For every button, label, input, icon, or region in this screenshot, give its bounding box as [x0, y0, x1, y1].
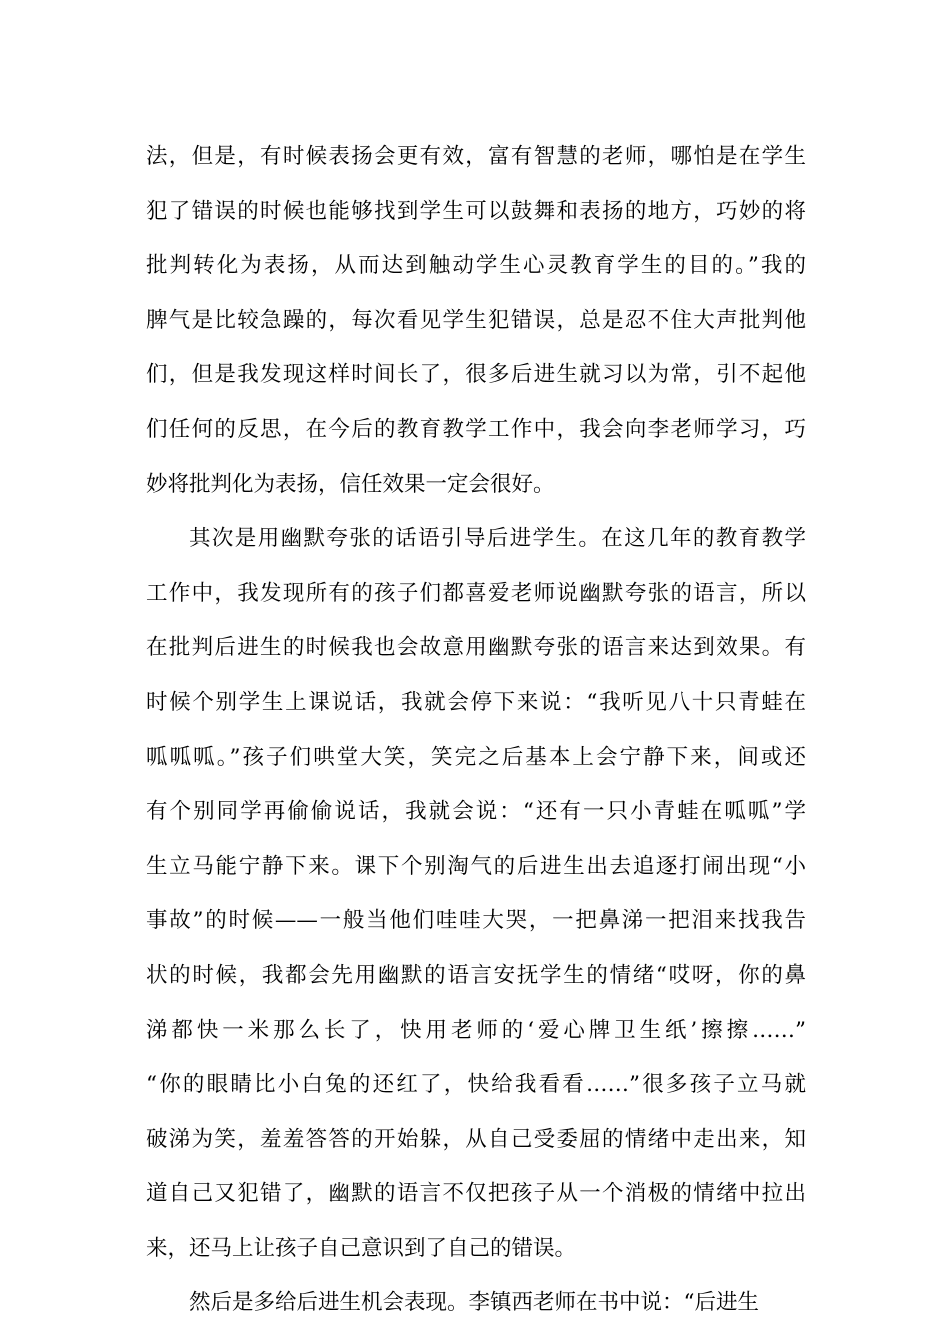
- text-line: 妙将批判化为表扬，信任效果一定会很好。: [146, 471, 555, 497]
- text-line: 生立马能宁静下来。课下个别淘气的后进生出去追逐打闹出现“小: [146, 853, 806, 879]
- text-line: 犯了错误的时候也能够找到学生可以鼓舞和表扬的地方，巧妙的将: [146, 198, 806, 224]
- text-line: 法，但是，有时候表扬会更有效，富有智慧的老师，哪怕是在学生: [146, 144, 806, 169]
- text-line: “你的眼睛比小白兔的还红了，快给我看看……”很多孩子立马就: [146, 1072, 806, 1098]
- body-text: [146, 130, 806, 1331]
- text-line: 时候个别学生上课说话，我就会停下来说：“我听见八十只青蛙在: [146, 689, 806, 715]
- text-line: 破涕为笑，羞羞答答的开始躲，从自己受委屈的情绪中走出来，知: [146, 1126, 806, 1152]
- text-line: 涕都快一米那么长了，快用老师的‘爱心牌卫生纸’擦擦……”: [146, 1017, 806, 1043]
- paragraph-start-line: 然后是多给后进生机会表现。李镇西老师在书中说：“后进生: [189, 1290, 759, 1316]
- text-line: 脾气是比较急躁的，每次看见学生犯错误，总是忍不住大声批判他: [146, 307, 806, 333]
- text-line: 道自己又犯错了，幽默的语言不仅把孩子从一个消极的情绪中拉出: [146, 1181, 806, 1207]
- paragraph-start-line: 其次是用幽默夸张的话语引导后进学生。在这几年的教育教学: [189, 526, 806, 552]
- text-line: 在批判后进生的时候我也会故意用幽默夸张的语言来达到效果。有: [146, 635, 806, 661]
- text-line: 批判转化为表扬，从而达到触动学生心灵教育学生的目的。”我的: [146, 253, 806, 279]
- text-line: 工作中，我发现所有的孩子们都喜爱老师说幽默夸张的语言，所以: [146, 580, 806, 606]
- text-line: 有个别同学再偷偷说话，我就会说：“还有一只小青蛙在呱呱”学: [146, 799, 806, 825]
- text-line: 状的时候，我都会先用幽默的语言安抚学生的情绪“哎呀，你的鼻: [146, 962, 806, 988]
- text-line: 来，还马上让孩子自己意识到了自己的错误。: [146, 1235, 577, 1261]
- text-line: 们任何的反思，在今后的教育教学工作中，我会向李老师学习，巧: [146, 416, 806, 442]
- text-line: 事故”的时候——一般当他们哇哇大哭，一把鼻涕一把泪来找我告: [146, 908, 806, 934]
- text-line: 们，但是我发现这样时间长了，很多后进生就习以为常，引不起他: [146, 362, 806, 388]
- text-line: 呱呱呱。”孩子们哄堂大笑，笑完之后基本上会宁静下来，间或还: [146, 744, 806, 770]
